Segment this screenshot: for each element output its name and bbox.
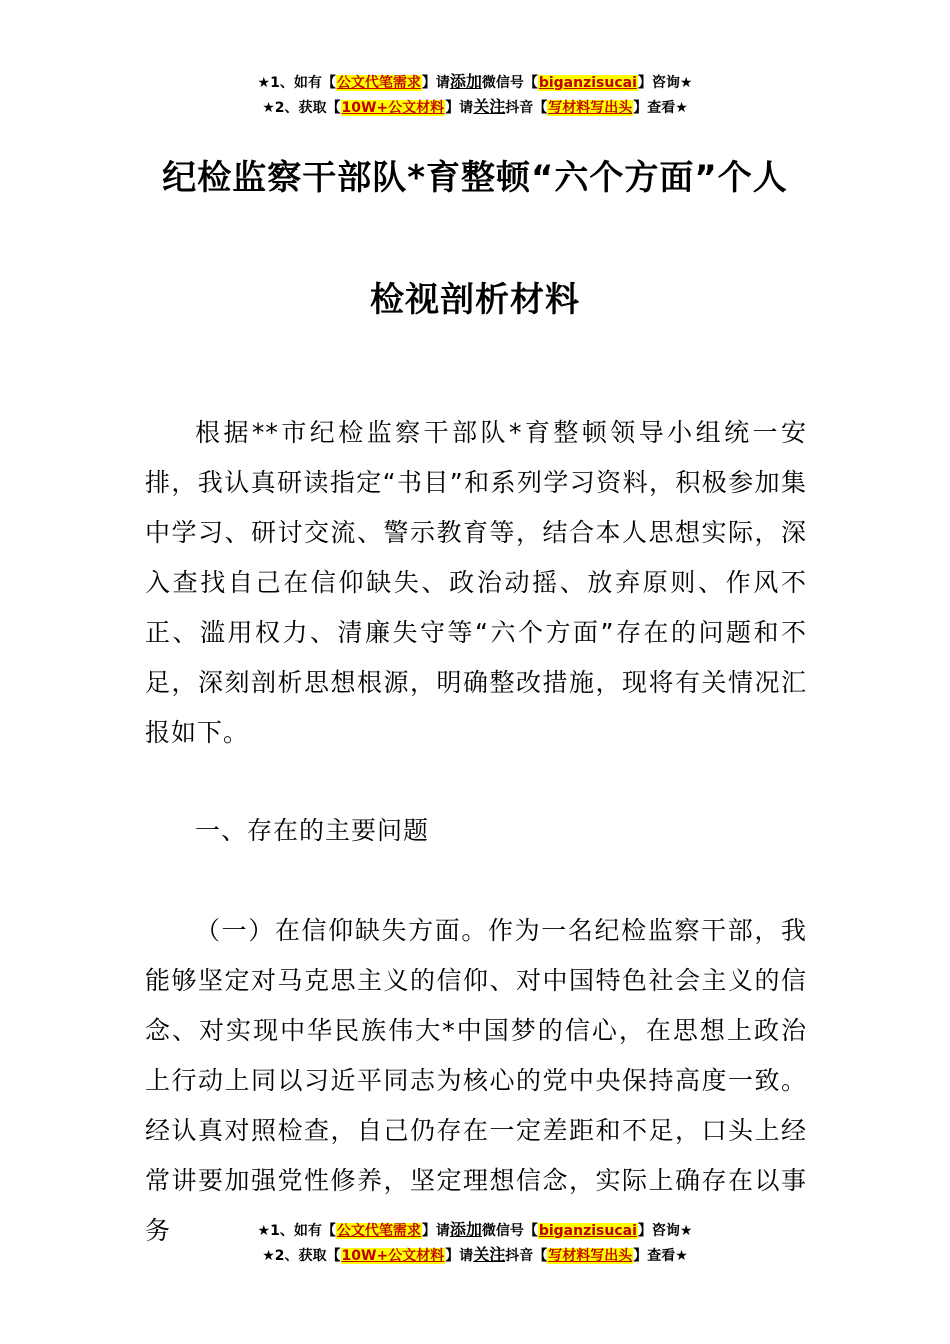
bottom-banner xyxy=(0,1218,950,1268)
douyin-id-highlight: 写材料写出头 xyxy=(548,1248,633,1264)
section-heading: 一、存在的主要问题 xyxy=(195,816,430,845)
douyin-id-highlight: 写材料写出头 xyxy=(548,100,633,116)
materials-highlight: 10W+公文材料 xyxy=(341,100,445,116)
banner-line-1: ★1、如有【公文代笔需求】请添加微信号【biganzisucai】咨询★ xyxy=(257,1220,693,1239)
top-banner xyxy=(0,70,950,120)
service-highlight: 公文代笔需求 xyxy=(336,75,421,91)
banner-line-2: ★2、获取【10W+公文材料】请关注抖音【写材料写出头】查看★ xyxy=(262,1245,688,1264)
wechat-id-highlight: biganzisucai xyxy=(538,1223,637,1239)
document-title-line-1: 纪检监察干部队*育整顿“六个方面”个人 xyxy=(162,158,788,198)
wechat-id-highlight: biganzisucai xyxy=(538,75,637,91)
intro-paragraph: 根据**市纪检监察干部队*育整顿领导小组统一安排，我认真研读指定“书目”和系列学习资料，积极参加集中学习、研讨交流、警示教育等，结合本人思想实际，深入查找自己在信仰缺失、政治动摇、放弃原则、作风不正、滥用权力、清廉失守等“六个方面”存在的问题和不足，深刻剖析思想根源，明确整改措施，现将有关情况汇报如下。 xyxy=(145,418,807,747)
banner-line-1: ★1、如有【公文代笔需求】请添加微信号【biganzisucai】咨询★ xyxy=(257,72,693,91)
service-highlight: 公文代笔需求 xyxy=(336,1223,421,1239)
section-paragraph: （一）在信仰缺失方面。作为一名纪检监察干部，我能够坚定对马克思主义的信仰、对中国特色社会主义的信念、对实现中华民族伟大*中国梦的信心，在思想上政治上行动上同以习近平同志为核心的党中央保持高度一致。经认真对照检查，自己仍存在一定差距和不足，口头上经常讲要加强党性修养，坚定理想信念，实际上确存在以事务 xyxy=(145,916,807,1245)
document-title-line-2: 检视剖析材料 xyxy=(370,280,580,320)
banner-line-2: ★2、获取【10W+公文材料】请关注抖音【写材料写出头】查看★ xyxy=(262,97,688,116)
materials-highlight: 10W+公文材料 xyxy=(341,1248,445,1264)
